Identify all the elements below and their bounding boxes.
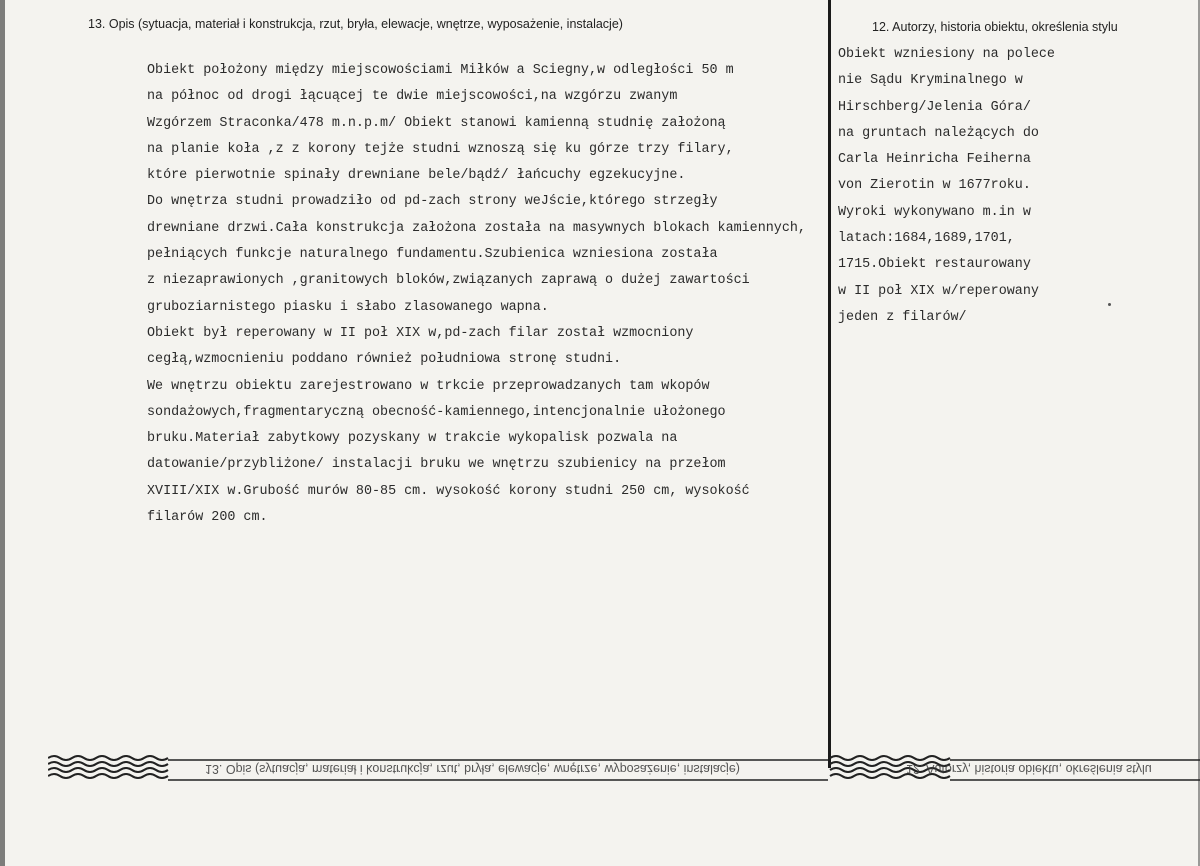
- mirrored-heading-12: 12. Autorzy, historia obiektu, określenia stylu: [906, 762, 1152, 776]
- description-line: drewniane drzwi.Cała konstrukcja założona została na masywnych blokach kamiennych,: [147, 220, 806, 236]
- column-divider: [828, 0, 831, 768]
- description-line: Do wnętrza studni prowadziło od pd-zach strony weJście,którego strzegły: [147, 194, 718, 210]
- history-line: jeden z filarów/: [838, 309, 967, 325]
- description-line: We wnętrzu obiektu zarejestrowano w trkcie przeprowadzanych tam wkopów: [147, 378, 710, 394]
- history-line: von Zierotin w 1677roku.: [838, 178, 1031, 194]
- section-13-heading: 13. Opis (sytuacja, materiał i konstrukcja, rzut, bryła, elewacje, wnętrze, wyposażenie, instalacje): [88, 17, 623, 31]
- history-line: w II poł XIX w/reperowany: [838, 283, 1039, 299]
- description-line: które pierwotnie spinały drewniane bele/bądź/ łańcuchy egzekucyjne.: [147, 168, 686, 184]
- section-12-heading: 12. Autorzy, historia obiektu, określenia stylu: [872, 20, 1118, 34]
- mirrored-heading-13: 13. Opis (sytuacja, materiał i konstrukcja, rzut, bryła, elewacje, wnętrze, wyposażenie, instalacje): [205, 762, 740, 776]
- history-line: 1715.Obiekt restaurowany: [838, 257, 1031, 273]
- description-line: Obiekt położony między miejscowościami Miłków a Sciegny,w odległości 50 m: [147, 63, 734, 78]
- description-line: pełniących funkcje naturalnego fundamentu.Szubienica wzniesiona została: [147, 247, 718, 263]
- description-line: bruku.Materiał zabytkowy pozyskany w trakcie wykopalisk pozwala na: [147, 431, 678, 447]
- history-line: Hirschberg/Jelenia Góra/: [838, 99, 1031, 115]
- description-line: z niezaprawionych ,granitowych bloków,związanych zaprawą o dużej zawartości: [147, 273, 750, 289]
- description-line: gruboziarnistego piasku i słabo zlasowanego wapna.: [147, 299, 549, 315]
- description-line: na północ od drogi łącuącej te dwie miejscowości,na wzgórzu zwanym: [147, 89, 678, 105]
- history-line: nie Sądu Kryminalnego w: [838, 73, 1023, 89]
- card-left-edge: [0, 0, 5, 866]
- description-line: datowanie/przybliżone/ instalacji bruku we wnętrzu szubienicy na przełom: [147, 457, 726, 473]
- description-line: cegłą,wzmocnieniu poddano również południowa stronę studni.: [147, 352, 622, 368]
- history-text: [838, 42, 1055, 331]
- description-line: XVIII/XIX w.Grubość murów 80-85 cm. wysokość korony studni 250 cm, wysokość: [147, 483, 750, 499]
- description-text: [147, 58, 806, 531]
- description-line: Wzgórzem Straconka/478 m.n.p.m/ Obiekt stanowi kamienną studnię założoną: [147, 115, 726, 131]
- history-line: Carla Heinricha Feiherna: [838, 152, 1031, 168]
- history-line: Wyroki wykonywano m.in w: [838, 204, 1031, 220]
- ink-speck: [1108, 303, 1111, 306]
- history-line: latach:1684,1689,1701,: [838, 231, 1015, 247]
- description-line: filarów 200 cm.: [147, 510, 268, 526]
- description-line: sondażowych,fragmentaryczną obecność-kamiennego,intencjonalnie ułożonego: [147, 404, 726, 420]
- description-line: Obiekt był reperowany w II poł XIX w,pd-zach filar został wzmocniony: [147, 325, 694, 341]
- history-line: na gruntach należących do: [838, 125, 1039, 141]
- description-line: na planie koła ,z z korony tejże studni wznoszą się ku górze trzy filary,: [147, 141, 734, 157]
- history-line: Obiekt wzniesiony na polece: [838, 47, 1055, 62]
